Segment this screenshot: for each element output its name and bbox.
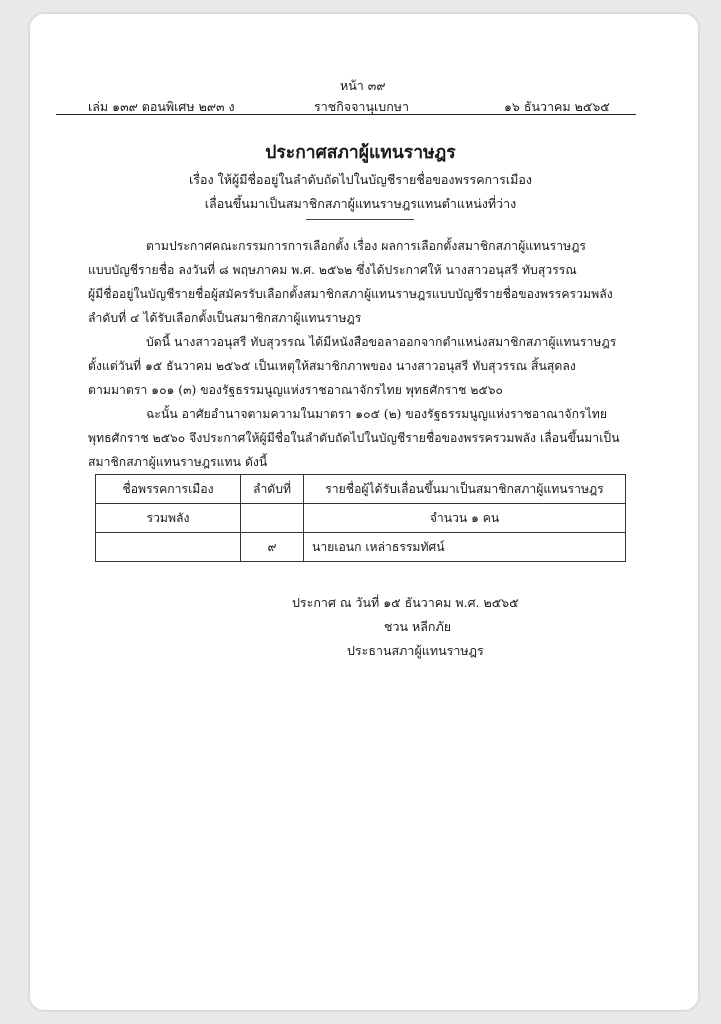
paragraph-2-line-3: ตามมาตรา ๑๐๑ (๓) ของรัฐธรรมนูญแห่งราชอาณาจักรไทย พุทธศักราช ๒๕๖๐ xyxy=(88,383,504,397)
paragraph-1-line-2: แบบบัญชีรายชื่อ ลงวันที่ ๘ พฤษภาคม พ.ศ. ๒๕๖๒ ซึ่งได้ประกาศให้ นางสาวอนุสรี ทับสุวรรณ xyxy=(88,263,577,277)
page-number: หน้า ๓๙ xyxy=(340,78,386,93)
gazette-date: ๑๖ ธันวาคม ๒๕๖๕ xyxy=(504,99,610,114)
signatory-position: ประธานสภาผู้แทนราษฎร xyxy=(347,643,484,658)
table-row xyxy=(96,533,626,562)
paragraph-3-line-2: พุทธศักราช ๒๕๖๐ จึงประกาศให้ผู้มีชื่อในลำดับถัดไปในบัญชีรายชื่อของพรรครวมพลัง เลื่อนขึ้นมาเป็น xyxy=(88,431,620,445)
header-order: ลำดับที่ xyxy=(241,475,304,504)
paragraph-2-line-1: บัดนี้ นางสาวอนุสรี ทับสุวรรณ ได้มีหนังสือขอลาออกจากตำแหน่งสมาชิกสภาผู้แทนราษฎร xyxy=(146,335,617,349)
subject-line-2: เลื่อนขึ้นมาเป็นสมาชิกสภาผู้แทนราษฎรแทนตำแหน่งที่ว่าง xyxy=(204,196,517,211)
gazette-name: ราชกิจจานุเบกษา xyxy=(314,99,410,114)
gazette-volume: เล่ม ๑๓๙ ตอนพิเศษ ๒๙๓ ง xyxy=(88,99,235,114)
table-header-row xyxy=(96,475,626,504)
header-name: รายชื่อผู้ได้รับเลื่อนขึ้นมาเป็นสมาชิกสภาผู้แทนราษฎร xyxy=(304,475,626,504)
header-party: ชื่อพรรคการเมือง xyxy=(96,475,241,504)
paragraph-1-line-4: ลำดับที่ ๔ ได้รับเลือกตั้งเป็นสมาชิกสภาผู้แทนราษฎร xyxy=(88,311,362,325)
announcement-date: ประกาศ ณ วันที่ ๑๕ ธันวาคม พ.ศ. ๒๕๖๕ xyxy=(292,595,519,610)
announcement-title: ประกาศสภาผู้แทนราษฎร xyxy=(265,143,456,163)
paragraph-3-line-3: สมาชิกสภาผู้แทนราษฎรแทน ดังนี้ xyxy=(88,455,268,469)
paragraph-3-line-1: ฉะนั้น อาศัยอำนาจตามความในมาตรา ๑๐๕ (๒) ของรัฐธรรมนูญแห่งราชอาณาจักรไทย xyxy=(146,407,608,421)
signatory-name: ชวน หลีกภัย xyxy=(384,619,452,634)
member-name: นายเอนก เหล่าธรรมทัศน์ xyxy=(304,533,626,562)
member-table xyxy=(95,474,626,562)
party-name: รวมพลัง xyxy=(96,504,241,533)
order-empty xyxy=(241,504,304,533)
member-count: จำนวน ๑ คน xyxy=(304,504,626,533)
table-row xyxy=(96,504,626,533)
paragraph-1-line-1: ตามประกาศคณะกรรมการการเลือกตั้ง เรื่อง ผลการเลือกตั้งสมาชิกสภาผู้แทนราษฎร xyxy=(146,239,587,253)
header-rule xyxy=(56,114,636,115)
paragraph-2-line-2: ตั้งแต่วันที่ ๑๕ ธันวาคม ๒๕๖๕ เป็นเหตุให้สมาชิกภาพของ นางสาวอนุสรี ทับสุวรรณ สิ้นสุดลง xyxy=(88,359,576,373)
title-divider xyxy=(306,219,414,220)
member-order: ๙ xyxy=(241,533,304,562)
party-empty xyxy=(96,533,241,562)
paragraph-1-line-3: ผู้มีชื่ออยู่ในบัญชีรายชื่อผู้สมัครรับเลือกตั้งสมาชิกสภาผู้แทนราษฎรแบบบัญชีรายชื่อของพรรครวมพลัง xyxy=(88,287,613,301)
subject-line-1: เรื่อง ให้ผู้มีชื่ออยู่ในลำดับถัดไปในบัญชีรายชื่อของพรรคการเมือง xyxy=(189,172,532,187)
